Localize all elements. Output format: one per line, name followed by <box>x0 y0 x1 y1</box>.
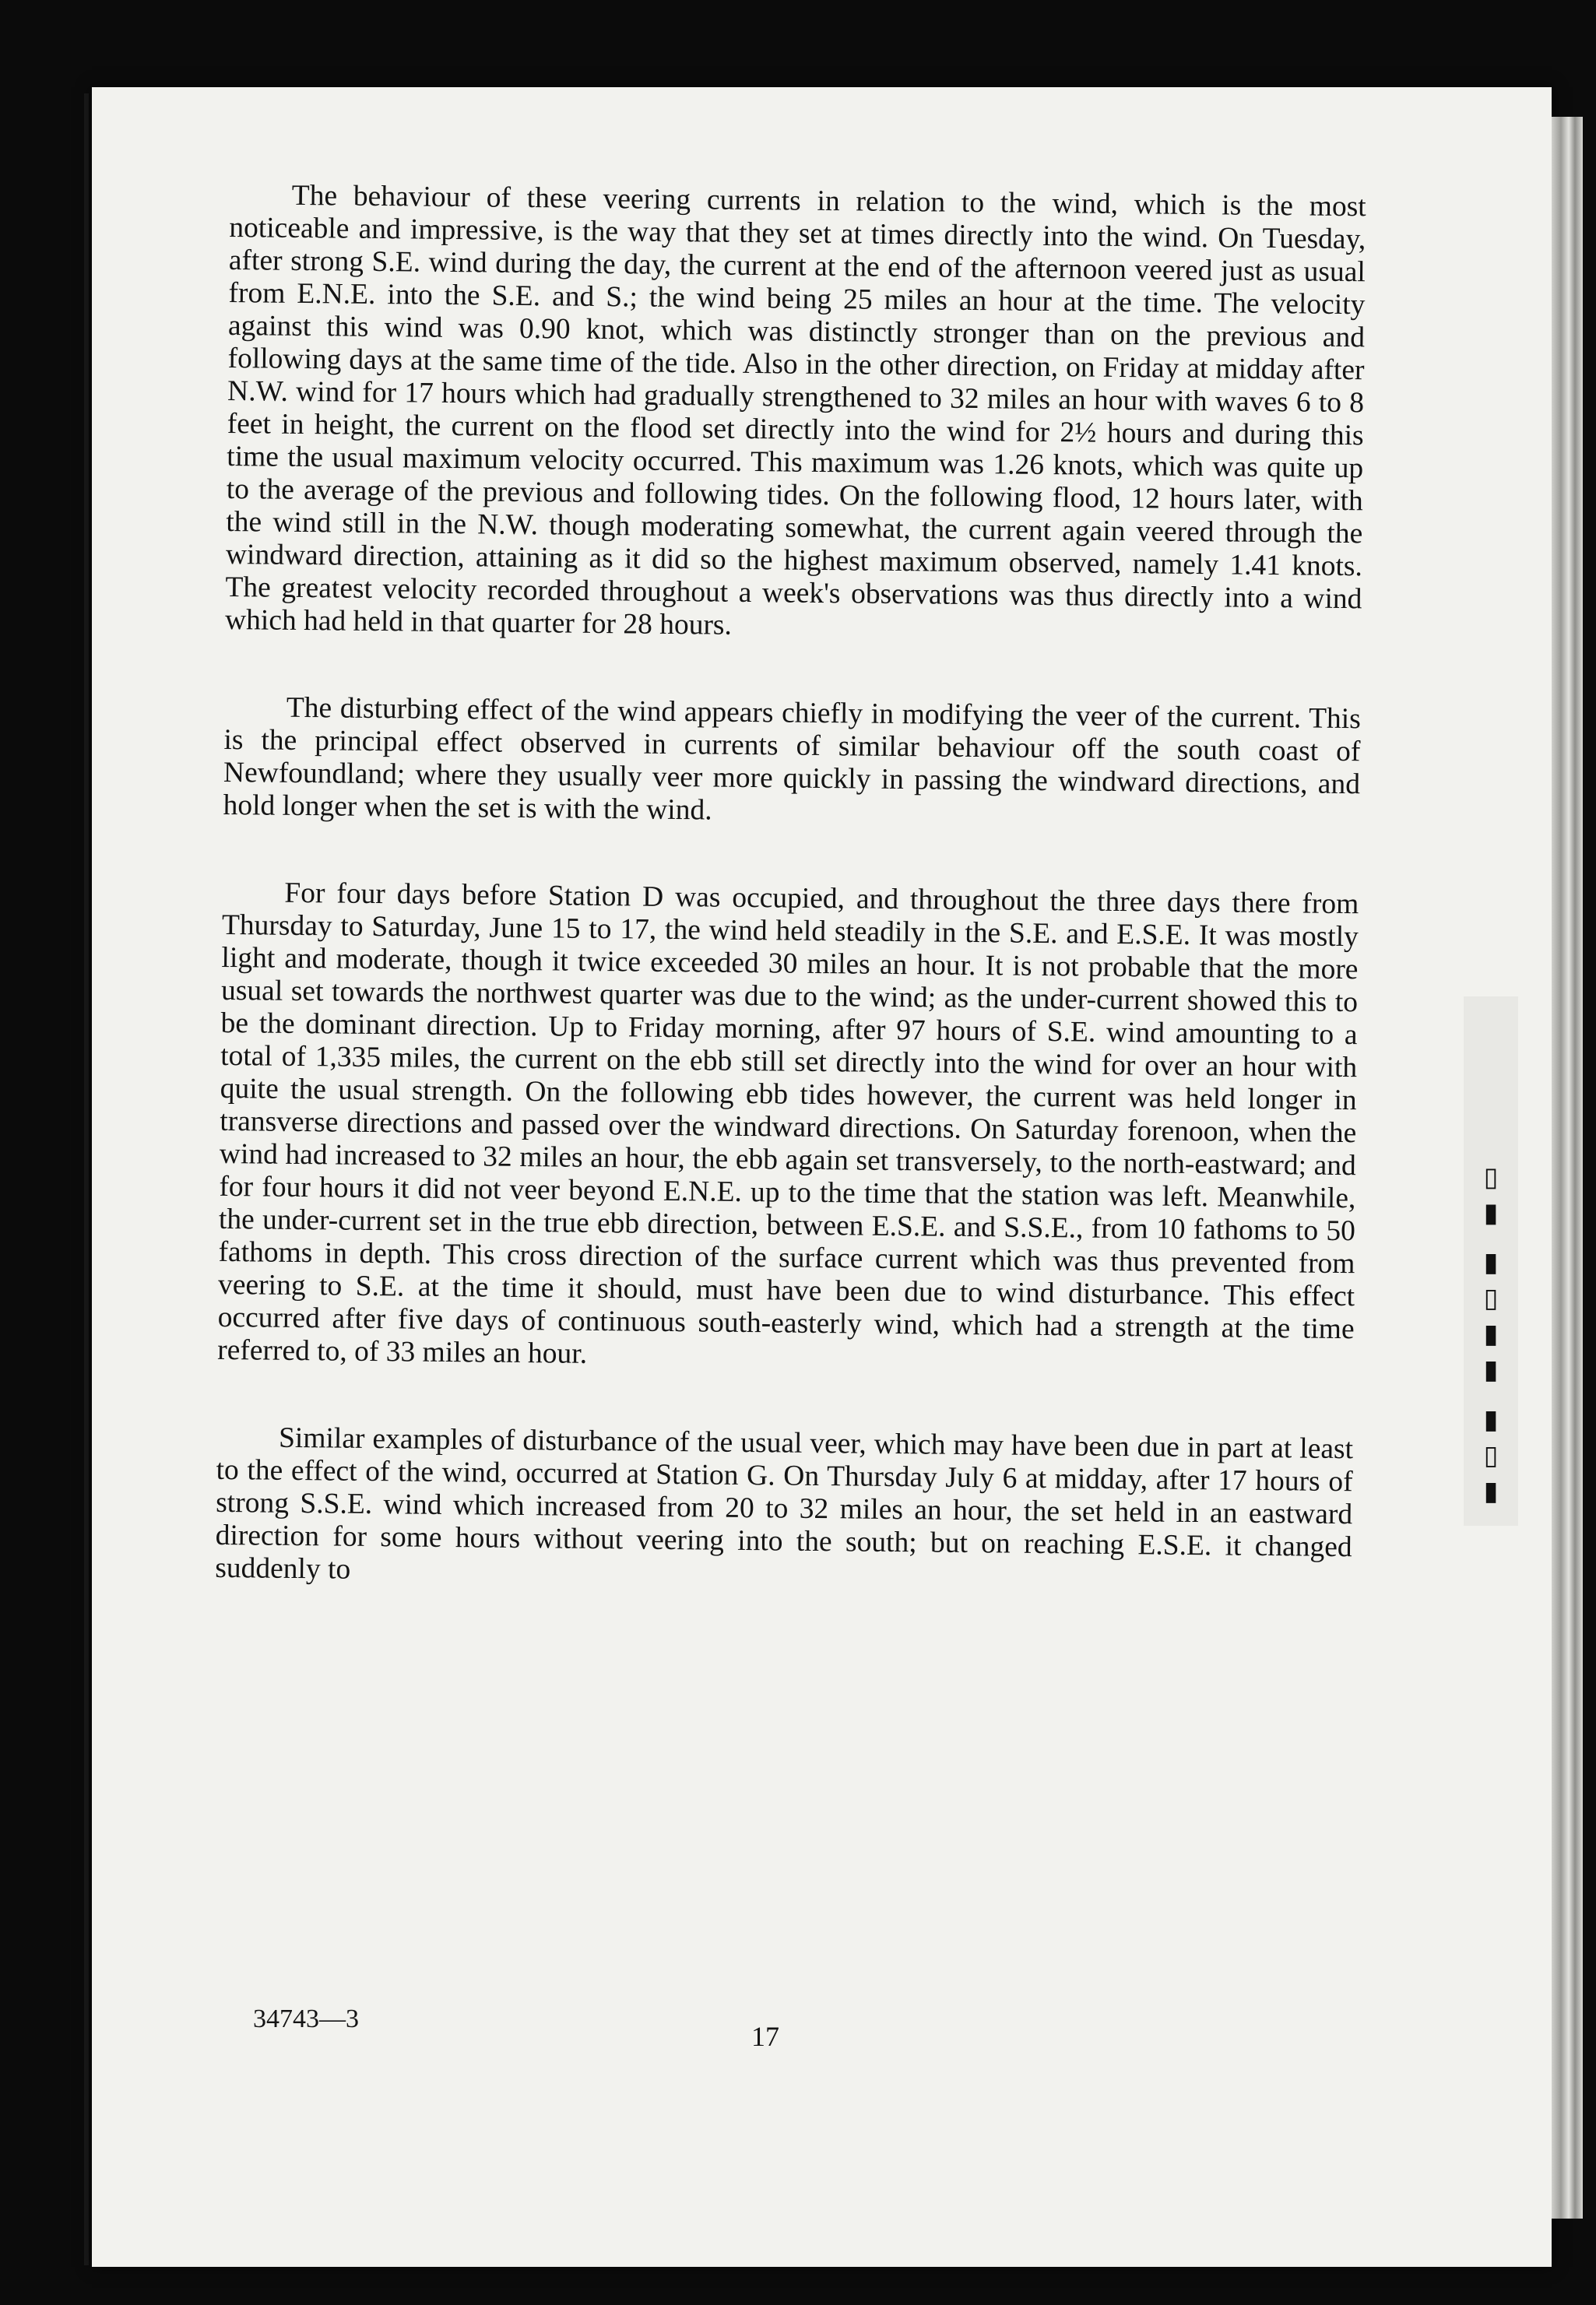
page-number: 17 <box>751 2021 779 2052</box>
paragraph-disturbing-effect: The disturbing effect of the wind appears chiefly in modifying the veer of the current. This is the principal effect observed in currents of similar behaviour off the south coast of Newfoundland; where they usually veer more quickly in passing the windward directions, and hold longer when the set is with the wind. <box>223 691 1362 827</box>
side-stamp-graphic: ▮▯▮ ▮▮▯▮ ▮▯ <box>1475 1160 1506 1510</box>
print-code: 34743—3 <box>253 2005 359 2033</box>
paragraph-veering-currents: The behaviour of these veering currents in relation to the wind, which is the most noticeable and impressive, is the way that they set at times directly into the wind. On Tuesday, after strong S.E. wind during the day, the current at the end of the afternoon veered just as usual from E.N.E. into the S.E. and S.; the wind being 25 miles an hour at the time. The velocity against this wind was 0.90 knot, which was distinctly stronger than on the previous and following days at the same time of the tide. Also in the other direction, on Friday at midday after N.W. wind for 17 hours which had gradually strengthened to 32 miles an hour with waves 6 to 8 feet in height, the current on the flood set directly into the wind for 2½ hours and during this time the usual maximum velocity occurred. This maximum was 1.26 knots, which was quite up to the average of the previous and following tides. On the following flood, 12 hours later, with the wind still in the N.W. though moderating somewhat, the current again veered through the windward direction, attaining as it did so the highest maximum observed, namely 1.41 knots. The greatest velocity recorded throughout a week's observations was thus directly into a wind which had held in that quarter for 28 hours. <box>224 179 1366 641</box>
page-stack-edge <box>1552 117 1583 2219</box>
paragraph-station-d: For four days before Station D was occupied, and throughout the three days there from Thursday to Saturday, June 15 to 17, the wind held steadily in the S.E. and E.S.E. It was mostly light and moderate, though it twice exceeded 30 miles an hour. It is not probable that the more usual set towards the northwest quarter was due to the wind; as the under-current showed this to be the dominant direction. Up to Friday morning, after 97 hours of S.E. wind amounting to a total of 1,335 miles, the current on the ebb still set directly into the wind for over an hour with quite the usual strength. On the following ebb tides however, the current was held longer in transverse directions and passed over the windward directions. On Saturday forenoon, when the wind had increased to 32 miles an hour, the ebb again set transversely, to the north-eastward; and for four hours it did not veer beyond E.N.E. up to the time that the station was left. Meanwhile, the under-current set in the true ebb direction, between E.S.E. and S.S.E., from 10 fathoms to 50 fathoms in depth. This cross direction of the surface current which was thus prevented from veering to S.E. at the time it should, must have been due to wind disturbance. This effect occurred after five days of continuous south-easterly wind, which had a strength at the time referred to, of 33 miles an hour. <box>217 877 1359 1370</box>
paragraph-station-g: Similar examples of disturbance of the usual veer, which may have been due in part at least to the effect of the wind, occurred at Station G. On Thursday July 6 at midday, after 17 hours of strong S.S.E. wind which increased from 20 to 32 miles an hour, the set held in an eastward direction for some hours without veering into the south; but on reaching E.S.E. it changed suddenly to <box>215 1421 1354 1586</box>
binding-edge <box>84 93 89 2265</box>
body-text <box>214 179 1366 1651</box>
